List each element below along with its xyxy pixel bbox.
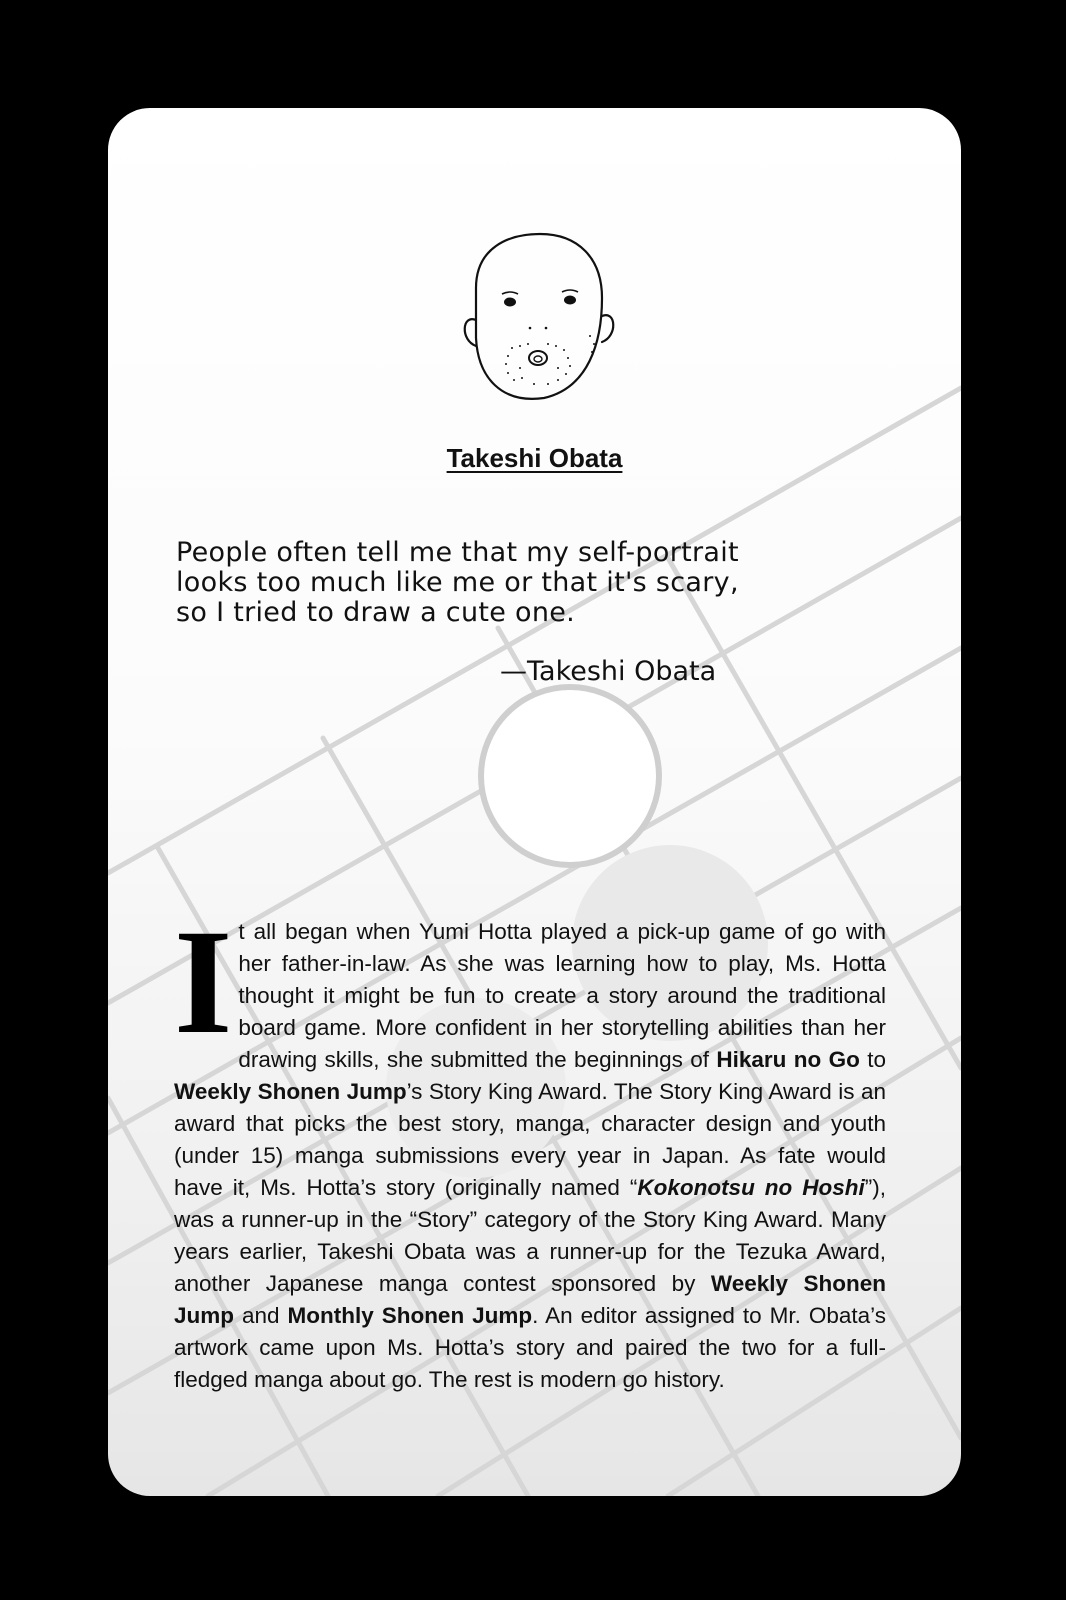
bio-text: t all began when Yumi Hotta played a pick-up game of go with her father-in-law. As she was learning how to play, Ms. Hotta thought it might be fun to create a story around the traditional board game. More confident in her storytelling abilities than her drawing skills, she submitted the beginnings of xyxy=(238,919,886,1072)
series-background-paragraph xyxy=(174,899,887,1396)
author-name: Takeshi Obata xyxy=(446,443,623,473)
bio-text: and xyxy=(234,1303,288,1328)
series-title: Hikaru no Go xyxy=(716,1047,860,1072)
white-go-stone xyxy=(481,687,659,865)
magazine-title: Monthly Shonen Jump xyxy=(287,1303,533,1328)
author-profile-card xyxy=(108,108,961,1496)
quote-signature: —Takeshi Obata xyxy=(500,656,717,687)
quote-line: so I tried to draw a cute one. xyxy=(176,597,576,628)
quote-line: looks too much like me or that it's scary, xyxy=(176,567,739,598)
magazine-title: Weekly Shonen Jump xyxy=(174,1271,886,1328)
bio-text: ’s Story King Award. The Story King Award is an award that picks the best story, manga, character design and youth (under 15) manga submissions every year in Japan. As fate would have it, Ms. Hotta’s story (originally named “ xyxy=(174,1079,886,1200)
self-portrait-illustration xyxy=(448,228,628,418)
original-title: Kokonotsu no Hoshi xyxy=(637,1175,865,1200)
quote-line: People often tell me that my self-portrait xyxy=(176,537,739,568)
bio-text: ”), was a runner-up in the “Story” category of the Story King Award. Many years earlier, Takeshi Obata was a runner-up for the Tezuka Award, another Japanese manga contest sponsored by xyxy=(174,1175,887,1296)
magazine-title: Weekly Shonen Jump xyxy=(174,1079,407,1104)
bio-text: . An editor assigned to Mr. Obata’s artwork came upon Ms. Hotta’s story and paired the two for a full-fledged manga about go. The rest is modern go history. xyxy=(174,1303,886,1392)
author-name-heading xyxy=(108,443,961,474)
drop-cap: I xyxy=(174,899,233,1065)
bio-text: to xyxy=(859,1047,886,1072)
author-quote xyxy=(176,538,876,628)
